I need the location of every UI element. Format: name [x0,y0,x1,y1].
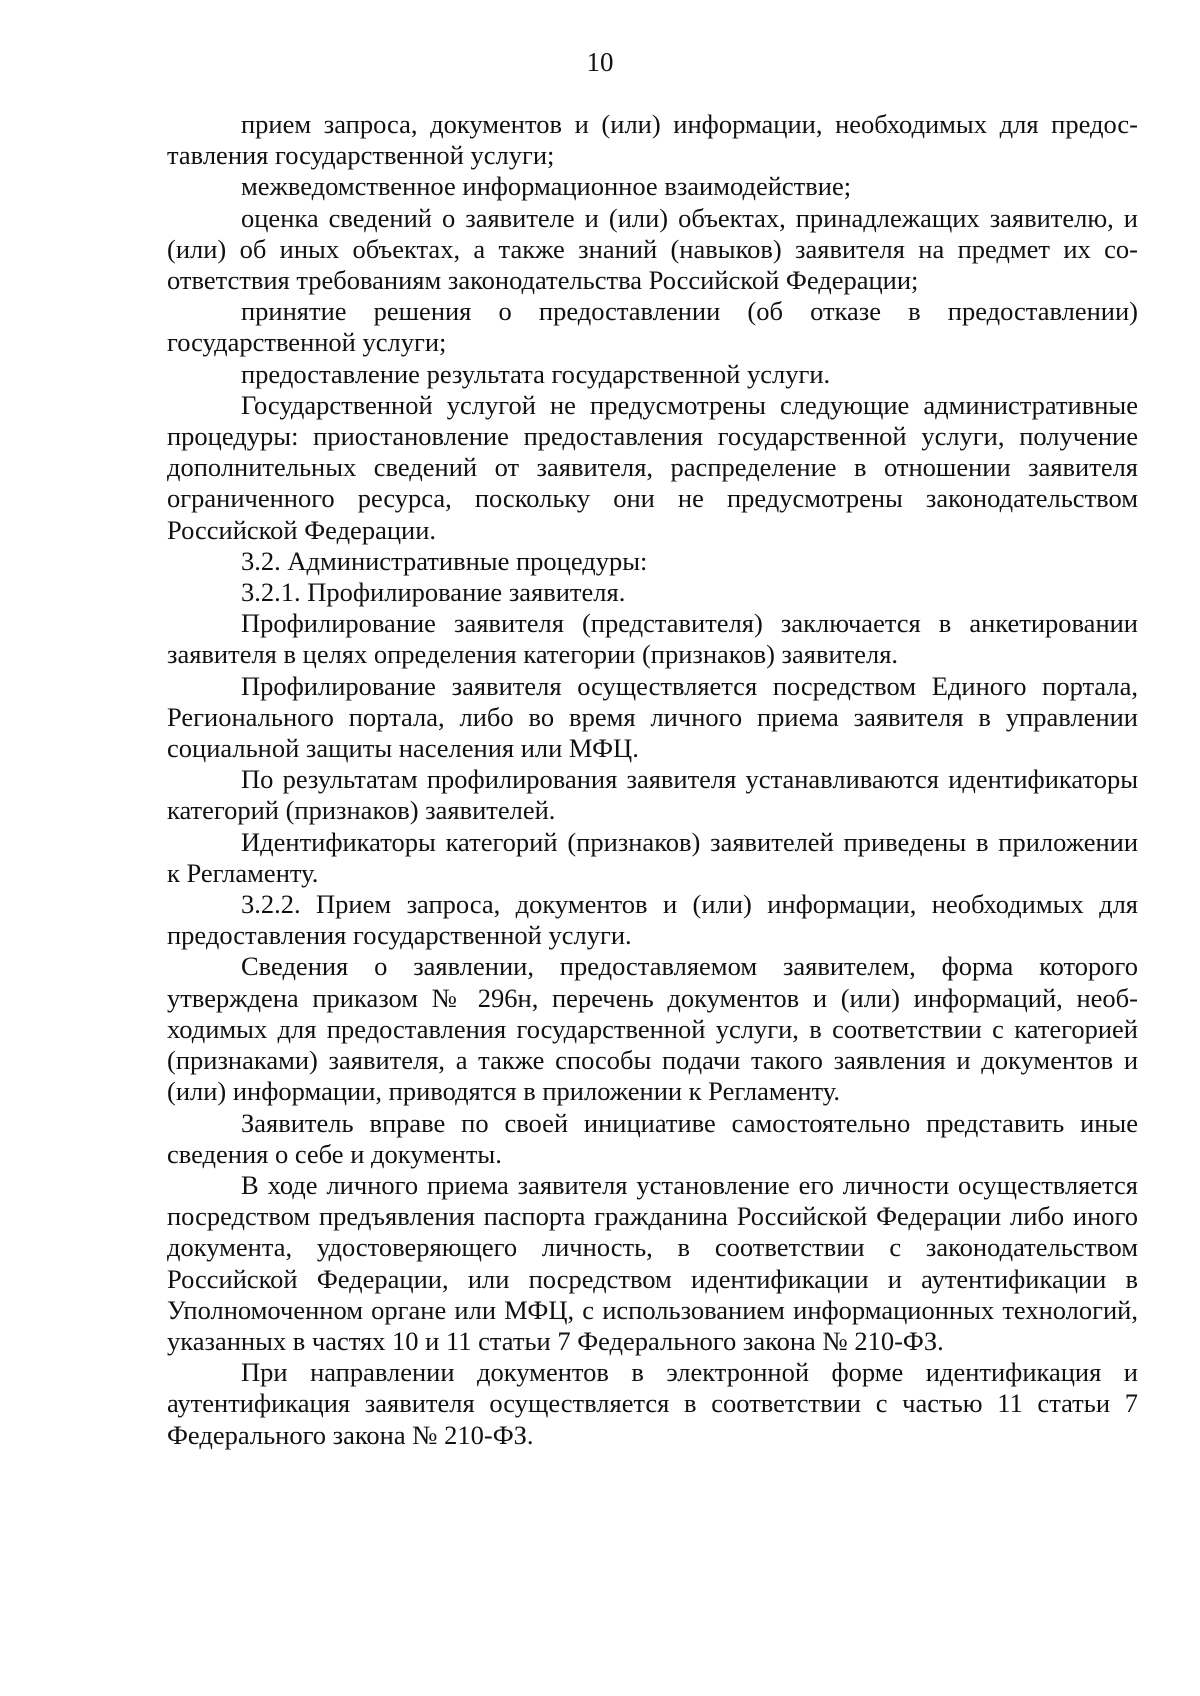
paragraph: Заявитель вправе по своей инициативе самостоятельно представить иные сведения о себе и документы. [167,1107,1138,1169]
document-body [167,109,1138,1451]
subsection-heading: 3.2.2. Прием запроса, документов и (или) информации, необходимых для предоставления государственной услуги. [167,889,1138,951]
paragraph: Профилирование заявителя (представителя) заключается в анкетировании заявителя в целях определения категории (признаков) заявителя. [167,608,1138,670]
page-number: 10 [586,47,614,77]
paragraph: предоставление результата государственной услуги. [241,358,831,389]
paragraph: Сведения о заявлении, предоставляемом заявителем, форма которого утверждена приказом № 296н, перечень документов и (или) информаций, необходимых для предоставления государственной услуги, в соответствии с категорией (признаками) заявителя, а также способы подачи такого заявления и документов и (или) информации, приводятся в приложении к Регламенту. [167,951,1138,1107]
subsection-heading: 3.2.1. Профилирование заявителя. [241,577,626,608]
paragraph: По результатам профилирования заявителя устанавливаются идентификаторы категорий (признаков) заявителей. [167,764,1138,826]
paragraph: Идентификаторы категорий (признаков) заявителей приведены в приложении к Регламенту. [167,826,1138,888]
paragraph: При направлении документов в электронной форме идентификация и аутентификация заявителя осуществляется в соответствии с частью 11 статьи 7 Федерального закона № 210-ФЗ. [167,1357,1138,1450]
section-heading: 3.2. Административные процедуры: [241,545,648,576]
paragraph: принятие решения о предоставлении (об отказе в предоставлении) государственной услуги; [167,296,1138,358]
paragraph: В ходе личного приема заявителя установление его личности осуществляется посредством предъявления паспорта гражданина Российской Федерации либо иного документа, удостоверяющего личность, в соответствии с законодательством Российской Федерации, или посредством идентификации и аутентификации в Уполномоченном органе или МФЦ, с использованием информационных технологий, указанных в частях 10 и 11 статьи 7 Федерального закона № 210-ФЗ. [167,1169,1138,1356]
paragraph: межведомственное информационное взаимодействие; [241,171,852,202]
paragraph: оценка сведений о заявителе и (или) объектах, принадлежащих заявителю, и (или) об иных объектах, а также знаний (навыков) заявителя на предмет их соответствия требованиям законодательства Российской Федерации; [167,202,1138,296]
paragraph: Государственной услугой не предусмотрены следующие административные процедуры: приостановление предоставления государственной услуги, получение дополнительных сведений от заявителя, распределение в отношении заявителя ограниченного ресурса, поскольку они не предусмотрены законодательством Российской Федерации. [167,389,1138,545]
paragraph: Профилирование заявителя осуществляется посредством Единого портала, Регионального портала, либо во время личного приема заявителя в управлении социальной защиты населения или МФЦ. [167,670,1138,764]
paragraph: прием запроса, документов и (или) информации, необходимых для предоставления государственной услуги; [167,109,1138,171]
